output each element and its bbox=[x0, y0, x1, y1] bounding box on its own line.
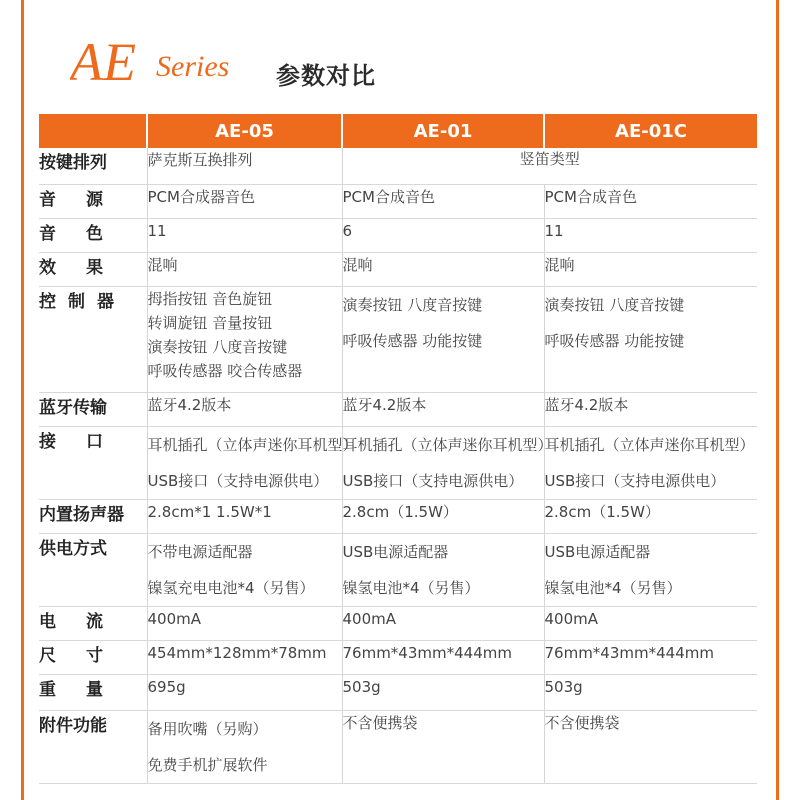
cell-line: 400mA bbox=[342, 609, 397, 628]
row-label: 重量 bbox=[39, 674, 147, 710]
cell-line: 503g bbox=[342, 677, 381, 696]
cell-ae-01 bbox=[342, 674, 544, 710]
cell-ae-01 bbox=[342, 499, 544, 533]
cell-line: 萨克斯互换排列 bbox=[147, 151, 253, 169]
cell-ae-05 bbox=[147, 606, 342, 640]
cell-ae-05 bbox=[147, 710, 342, 783]
table-row bbox=[39, 392, 757, 426]
cell-ae-01c bbox=[544, 710, 757, 783]
cell-ae-01c bbox=[544, 606, 757, 640]
cell-ae-01c bbox=[544, 674, 757, 710]
cell-line: 不含便携袋 bbox=[342, 713, 418, 732]
cell-line: 演奏按钮 八度音按键 bbox=[147, 337, 288, 356]
row-label: 供电方式 bbox=[39, 533, 147, 606]
spec-table-body bbox=[39, 148, 757, 783]
cell-line: 不带电源适配器 bbox=[147, 542, 253, 561]
row-label: 接口 bbox=[39, 426, 147, 499]
cell-line: 2.8cm（1.5W） bbox=[544, 502, 660, 521]
cell-line: 演奏按钮 八度音按键 bbox=[544, 295, 685, 314]
row-label: 效果 bbox=[39, 252, 147, 286]
cell-ae-05 bbox=[147, 499, 342, 533]
row-label: 音源 bbox=[39, 184, 147, 218]
table-row bbox=[39, 426, 757, 499]
cell-ae-05 bbox=[147, 640, 342, 674]
header-blank-cell bbox=[39, 114, 147, 148]
table-row bbox=[39, 218, 757, 252]
cell-line: 耳机插孔（立体声迷你耳机型） bbox=[147, 435, 358, 454]
cell-ae-05 bbox=[147, 286, 342, 392]
cell-ae-01c bbox=[544, 184, 757, 218]
cell-line: 不含便携袋 bbox=[544, 713, 620, 732]
cell-line: 2.8cm*1 1.5W*1 bbox=[147, 502, 272, 521]
row-label: 电流 bbox=[39, 606, 147, 640]
cell-ae-05 bbox=[147, 533, 342, 606]
cell-line: 耳机插孔（立体声迷你耳机型） bbox=[544, 435, 755, 454]
cell-ae-05 bbox=[147, 426, 358, 499]
cell-line: 400mA bbox=[147, 609, 202, 628]
row-label: 附件功能 bbox=[39, 710, 147, 783]
table-header-row bbox=[39, 114, 757, 148]
cell-ae-05 bbox=[147, 252, 342, 286]
cell-line: 呼吸传感器 功能按键 bbox=[544, 331, 685, 350]
cell-line: 镍氢电池*4（另售） bbox=[342, 578, 480, 597]
cell-line: 11 bbox=[147, 221, 167, 240]
cell-line: 混响 bbox=[342, 255, 373, 274]
cell-line: 耳机插孔（立体声迷你耳机型） bbox=[342, 435, 553, 454]
cell-line: USB电源适配器 bbox=[342, 542, 449, 561]
cell-ae-05 bbox=[147, 392, 342, 426]
row-label: 按键排列 bbox=[39, 148, 147, 184]
cell-line: 蓝牙4.2版本 bbox=[342, 395, 427, 414]
cell-shared-ae-01: 竖笛类型 bbox=[342, 148, 757, 184]
table-row bbox=[39, 710, 757, 783]
cell-ae-01c bbox=[544, 499, 757, 533]
cell-ae-01 bbox=[342, 606, 544, 640]
cell-line: 拇指按钮 音色旋钮 bbox=[147, 289, 273, 308]
cell-line: 76mm*43mm*444mm bbox=[342, 643, 512, 662]
header-ae-01: AE-01 bbox=[342, 114, 544, 148]
header bbox=[70, 30, 470, 90]
cell-ae-01 bbox=[342, 286, 544, 392]
cell-ae-01c bbox=[544, 392, 757, 426]
table-row bbox=[39, 499, 757, 533]
cell-line: 6 bbox=[342, 221, 353, 240]
table-row bbox=[39, 184, 757, 218]
table-row bbox=[39, 606, 757, 640]
cell-line: 镍氢充电电池*4（另售） bbox=[147, 578, 315, 597]
cell-line: PCM合成器音色 bbox=[147, 187, 255, 206]
left-frame-line bbox=[21, 0, 24, 800]
cell-line: USB接口（支持电源供电） bbox=[147, 471, 329, 490]
table-row bbox=[39, 148, 757, 184]
cell-ae-01 bbox=[342, 184, 544, 218]
table-row bbox=[39, 533, 757, 606]
header-ae-01c: AE-01C bbox=[544, 114, 757, 148]
row-label: 控制器 bbox=[39, 286, 147, 392]
cell-ae-01 bbox=[342, 533, 544, 606]
cell-ae-05 bbox=[147, 218, 342, 252]
header-ae-05: AE-05 bbox=[147, 114, 342, 148]
table-row bbox=[39, 640, 757, 674]
cell-ae-05 bbox=[147, 184, 342, 218]
cell-line: 演奏按钮 八度音按键 bbox=[342, 295, 483, 314]
cell-line: USB电源适配器 bbox=[544, 542, 651, 561]
cell-line: 备用吹嘴（另购） bbox=[147, 719, 268, 738]
cell-ae-01c bbox=[544, 252, 757, 286]
table-row bbox=[39, 674, 757, 710]
cell-line: PCM合成音色 bbox=[544, 187, 637, 206]
cell-line: USB接口（支持电源供电） bbox=[342, 471, 524, 490]
row-label: 蓝牙传输 bbox=[39, 392, 147, 426]
cell-ae-01c bbox=[544, 426, 757, 499]
cell-ae-01c bbox=[544, 640, 757, 674]
cell-line: 免费手机扩展软件 bbox=[147, 755, 268, 774]
right-frame-line bbox=[776, 0, 779, 800]
cell-line: PCM合成音色 bbox=[342, 187, 435, 206]
spec-comparison-table bbox=[39, 114, 757, 784]
cell-line: 呼吸传感器 咬合传感器 bbox=[147, 361, 303, 380]
cell-line: 695g bbox=[147, 677, 186, 696]
logo-sub-text: Series bbox=[156, 50, 230, 83]
cell-line: USB接口（支持电源供电） bbox=[544, 471, 726, 490]
ae-series-logo bbox=[70, 30, 270, 90]
cell-line: 2.8cm（1.5W） bbox=[342, 502, 458, 521]
cell-ae-01c bbox=[544, 218, 757, 252]
cell-line: 503g bbox=[544, 677, 583, 696]
row-label: 尺寸 bbox=[39, 640, 147, 674]
cell-ae-01 bbox=[342, 392, 544, 426]
cell-ae-01c bbox=[544, 533, 757, 606]
cell-ae-01 bbox=[342, 426, 553, 499]
cell-ae-01 bbox=[342, 218, 544, 252]
cell-line: 454mm*128mm*78mm bbox=[147, 643, 327, 662]
cell-ae-01 bbox=[342, 252, 544, 286]
table-row bbox=[39, 286, 757, 392]
cell-ae-05 bbox=[147, 148, 342, 184]
cell-line: 镍氢电池*4（另售） bbox=[544, 578, 682, 597]
cell-line: 蓝牙4.2版本 bbox=[147, 395, 232, 414]
cell-line: 混响 bbox=[147, 255, 178, 274]
cell-line: 呼吸传感器 功能按键 bbox=[342, 331, 483, 350]
page-title: 参数对比 bbox=[276, 62, 376, 90]
cell-line: 混响 bbox=[544, 255, 575, 274]
cell-line: 400mA bbox=[544, 609, 599, 628]
cell-line: 转调旋钮 音量按钮 bbox=[147, 313, 273, 332]
table-row bbox=[39, 252, 757, 286]
cell-line: 76mm*43mm*444mm bbox=[544, 643, 714, 662]
row-label: 内置扬声器 bbox=[39, 499, 147, 533]
cell-ae-01 bbox=[342, 640, 544, 674]
logo-main-text: AE bbox=[70, 32, 136, 90]
cell-line: 11 bbox=[544, 221, 564, 240]
cell-ae-01 bbox=[342, 710, 544, 783]
cell-ae-01c bbox=[544, 286, 757, 392]
row-label: 音色 bbox=[39, 218, 147, 252]
cell-ae-05 bbox=[147, 674, 342, 710]
cell-line: 蓝牙4.2版本 bbox=[544, 395, 629, 414]
